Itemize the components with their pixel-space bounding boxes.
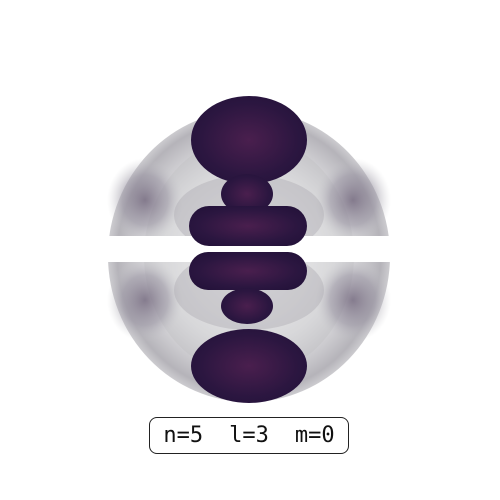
lobe-top-large — [191, 96, 307, 184]
lobe-lower-band — [189, 252, 307, 290]
lobe-upper-band — [189, 206, 307, 246]
lobe-bottom-small — [221, 288, 273, 324]
lobe-bottom-large — [191, 329, 307, 403]
quantum-m: m=0 — [294, 423, 335, 448]
quantum-l: l=3 — [229, 423, 269, 448]
quantum-n: n=5 — [163, 423, 204, 448]
quantum-numbers-label — [149, 417, 349, 454]
